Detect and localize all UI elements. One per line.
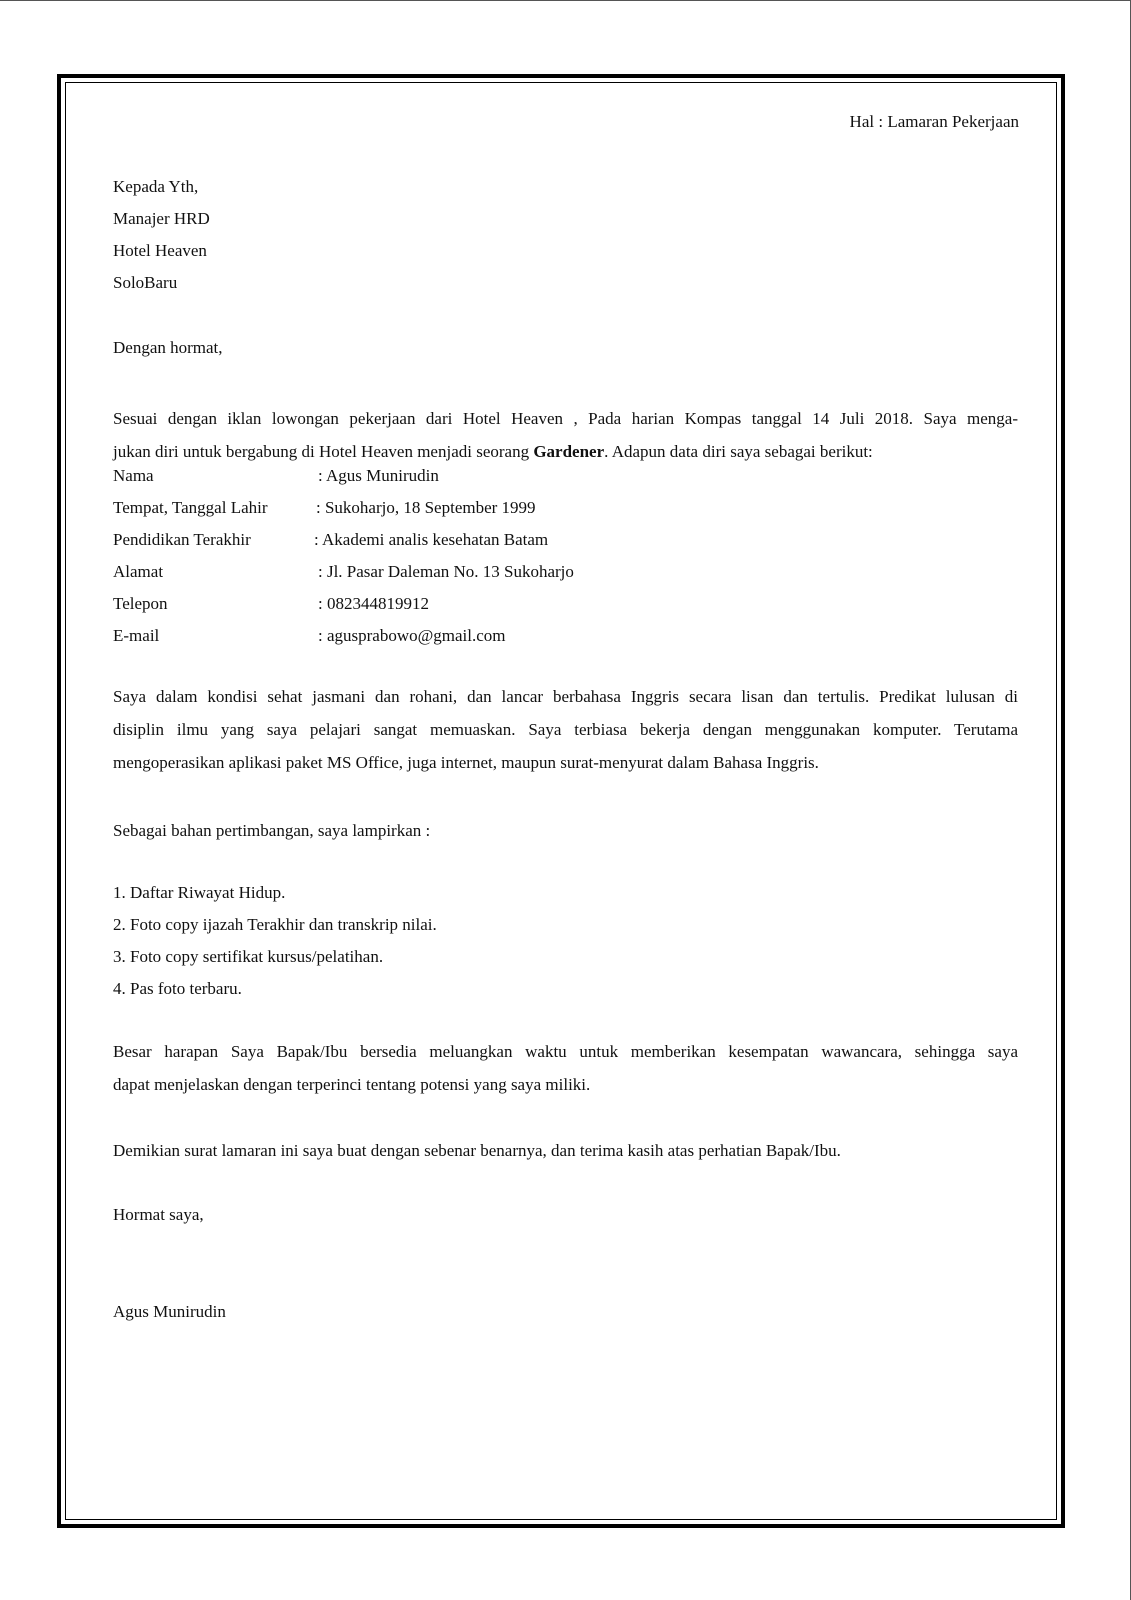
subject-line: Hal : Lamaran Pekerjaan	[849, 112, 1019, 131]
recipient-line-3: Hotel Heaven	[113, 241, 207, 260]
field-label-pendidikan: Pendidikan Terakhir	[113, 530, 251, 549]
field-label-email: E-mail	[113, 626, 160, 645]
recipient-line-4: SoloBaru	[113, 273, 178, 292]
intro-paragraph	[113, 402, 1018, 468]
attachment-item: 2. Foto copy ijazah Terakhir dan transkrip nilai.	[113, 915, 437, 934]
field-value-pendidikan: : Akademi analis kesehatan Batam	[314, 530, 549, 549]
salutation: Hormat saya,	[113, 1205, 204, 1224]
attachment-item: 4. Pas foto terbaru.	[113, 979, 242, 998]
intro-line-2	[113, 435, 1018, 468]
closing-statement: Demikian surat lamaran ini saya buat dengan sebenar benarnya, dan terima kasih atas perhatian Bapak/Ibu.	[113, 1141, 841, 1160]
attachment-item: 3. Foto copy sertifikat kursus/pelatihan.	[113, 947, 384, 966]
qualifications-line-3: mengoperasikan aplikasi paket MS Office, juga internet, maupun surat-menyurat dalam Bahasa Inggris.	[113, 753, 819, 772]
qualifications-paragraph	[113, 680, 1018, 779]
hope-paragraph	[113, 1035, 1018, 1101]
intro-line-2-text: jukan diri untuk bergabung di Hotel Heaven menjadi seorang	[113, 442, 534, 461]
field-value-nama: : Agus Munirudin	[318, 466, 439, 485]
hope-line-1: Besar harapan Saya Bapak/Ibu bersedia meluangkan waktu untuk memberikan kesempatan wawancara, sehingga saya	[113, 1042, 1018, 1061]
qualifications-line-1: Saya dalam kondisi sehat jasmani dan rohani, dan lancar berbahasa Inggris secara lisan dan tertulis. Predikat lulusan di	[113, 687, 1018, 706]
qualifications-line-2: disiplin ilmu yang saya pelajari sangat memuaskan. Saya terbiasa bekerja dengan menggunakan komputer. Terutama	[113, 720, 1018, 739]
field-label-nama: Nama	[113, 466, 154, 485]
attachment-item: 1. Daftar Riwayat Hidup.	[113, 883, 286, 902]
field-value-email: : agusprabowo@gmail.com	[318, 626, 506, 645]
attachments-intro: Sebagai bahan pertimbangan, saya lampirkan :	[113, 821, 431, 840]
signature-name: Agus Munirudin	[113, 1302, 226, 1321]
field-value-ttl: : Sukoharjo, 18 September 1999	[316, 498, 536, 517]
field-value-telepon: : 082344819912	[318, 594, 429, 613]
hope-line-2: dapat menjelaskan dengan terperinci tentang potensi yang saya miliki.	[113, 1075, 591, 1094]
field-value-alamat: : Jl. Pasar Daleman No. 13 Sukoharjo	[318, 562, 574, 581]
field-label-alamat: Alamat	[113, 562, 164, 581]
intro-line-2-end: . Adapun data diri saya sebagai berikut:	[604, 442, 873, 461]
field-label-telepon: Telepon	[113, 594, 168, 613]
recipient-line-1: Kepada Yth,	[113, 177, 199, 196]
field-label-ttl: Tempat, Tanggal Lahir	[113, 498, 268, 517]
recipient-line-2: Manajer HRD	[113, 209, 210, 228]
greeting: Dengan hormat,	[113, 338, 223, 357]
position-name: Gardener	[533, 442, 605, 461]
intro-line-1: Sesuai dengan iklan lowongan pekerjaan dari Hotel Heaven , Pada harian Kompas tanggal 14 Juli 2018. Saya menga-	[113, 409, 1018, 428]
